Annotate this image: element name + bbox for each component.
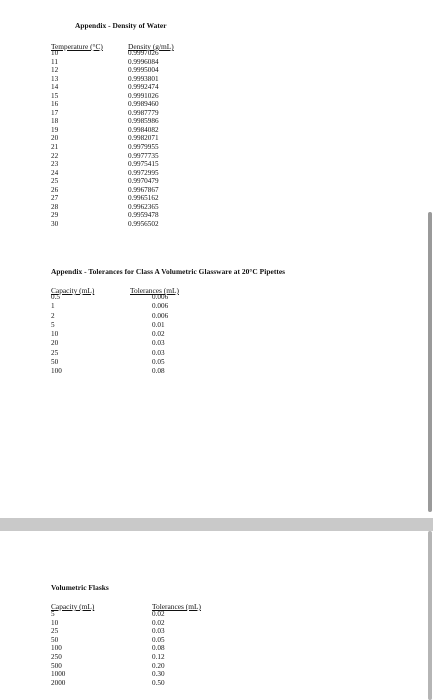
temperature-cell: 12 bbox=[51, 66, 59, 75]
flask-capacity-column bbox=[51, 610, 65, 687]
density-cell: 0.9967867 bbox=[128, 185, 159, 194]
pipette-tolerance-cell: 0.006 bbox=[152, 293, 169, 301]
temperature-cell: 22 bbox=[51, 151, 59, 160]
temperature-cell: 27 bbox=[51, 194, 59, 203]
temperature-header: Temperature (°C) bbox=[51, 42, 103, 51]
density-cell: 0.9995004 bbox=[128, 66, 159, 75]
density-cell: 0.9984082 bbox=[128, 125, 159, 134]
pipette-capacity-cell: 10 bbox=[51, 330, 59, 338]
pipette-tolerance-cell: 0.02 bbox=[152, 330, 165, 338]
flask-capacity-cell: 100 bbox=[51, 644, 62, 653]
pipette-capacity-cell: 0.5 bbox=[51, 293, 60, 301]
flask-tolerance-header: Tolerances (mL) bbox=[152, 602, 201, 611]
temperature-cell: 28 bbox=[51, 202, 59, 211]
pipette-capacity-cell: 20 bbox=[51, 339, 59, 348]
flask-tolerance-cell: 0.20 bbox=[152, 661, 165, 670]
density-cell: 0.9985986 bbox=[128, 117, 159, 126]
pipette-tolerance-cell: 0.05 bbox=[152, 357, 165, 366]
density-cell: 0.9962365 bbox=[128, 202, 159, 211]
temperature-cell: 14 bbox=[51, 83, 59, 92]
flask-capacity-header: Capacity (mL) bbox=[51, 602, 95, 611]
pipette-tolerance-cell: 0.006 bbox=[152, 302, 169, 311]
density-cell: 0.9975415 bbox=[128, 160, 159, 169]
flask-title: Volumetric Flasks bbox=[51, 583, 109, 592]
pipette-capacity-cell: 1 bbox=[51, 302, 55, 311]
flask-capacity-cell: 10 bbox=[51, 618, 59, 627]
pipette-capacity-cell: 2 bbox=[51, 311, 55, 320]
density-cell: 0.9965162 bbox=[128, 194, 159, 203]
density-cell: 0.9987779 bbox=[128, 108, 159, 117]
pipette-capacity-column bbox=[51, 293, 62, 376]
flask-tolerance-cell: 0.02 bbox=[152, 610, 165, 618]
density-cell: 0.9989460 bbox=[128, 100, 159, 109]
pipette-tolerance-cell: 0.006 bbox=[152, 311, 169, 320]
pipette-tolerance-column bbox=[152, 293, 168, 376]
density-cell: 0.9956502 bbox=[128, 219, 159, 228]
scrollbar[interactable] bbox=[428, 212, 432, 512]
scrollbar-lower[interactable] bbox=[428, 531, 432, 700]
density-header: Density (g/mL) bbox=[128, 42, 174, 51]
temperature-cell: 13 bbox=[51, 74, 59, 83]
density-cell: 0.9972995 bbox=[128, 168, 159, 177]
temperature-cell: 30 bbox=[51, 219, 59, 228]
pipette-tolerance-cell: 0.08 bbox=[152, 367, 165, 375]
temperature-cell: 29 bbox=[51, 211, 59, 220]
temperature-cell: 19 bbox=[51, 125, 59, 134]
temperature-cell: 26 bbox=[51, 185, 59, 194]
temperature-cell: 11 bbox=[51, 57, 58, 66]
density-cell: 0.9992474 bbox=[128, 83, 159, 92]
temperature-cell: 23 bbox=[51, 160, 59, 169]
temperature-cell: 21 bbox=[51, 143, 59, 152]
flask-capacity-cell: 5 bbox=[51, 610, 55, 618]
density-column bbox=[128, 49, 159, 228]
density-cell: 0.9977735 bbox=[128, 151, 159, 160]
flask-tolerance-column bbox=[152, 610, 165, 687]
density-cell: 0.9996084 bbox=[128, 57, 159, 66]
temperature-cell: 10 bbox=[51, 49, 59, 57]
density-cell: 0.9997026 bbox=[128, 49, 159, 57]
pipette-capacity-cell: 25 bbox=[51, 348, 59, 357]
density-cell: 0.9979955 bbox=[128, 143, 159, 152]
flask-tolerance-cell: 0.50 bbox=[152, 678, 165, 687]
flask-tolerance-cell: 0.02 bbox=[152, 618, 165, 627]
temperature-cell: 15 bbox=[51, 91, 59, 100]
temperature-cell: 18 bbox=[51, 117, 59, 126]
pipette-tolerance-cell: 0.03 bbox=[152, 348, 165, 357]
temperature-cell: 25 bbox=[51, 177, 59, 186]
flask-capacity-cell: 250 bbox=[51, 652, 62, 661]
flask-tolerance-cell: 0.08 bbox=[152, 644, 165, 653]
density-cell: 0.9959478 bbox=[128, 211, 159, 220]
flask-tolerance-cell: 0.30 bbox=[152, 670, 165, 679]
temperature-cell: 24 bbox=[51, 168, 59, 177]
density-cell: 0.9991026 bbox=[128, 91, 159, 100]
temperature-column bbox=[51, 49, 58, 228]
page-divider bbox=[0, 518, 433, 531]
pipette-tolerance-header: Tolerances (mL) bbox=[130, 286, 179, 295]
temperature-cell: 17 bbox=[51, 108, 59, 117]
flask-capacity-cell: 2000 bbox=[51, 678, 66, 687]
density-cell: 0.9970479 bbox=[128, 177, 159, 186]
pipette-tolerance-cell: 0.01 bbox=[152, 320, 165, 329]
density-cell: 0.9982071 bbox=[128, 134, 159, 143]
flask-tolerance-cell: 0.12 bbox=[152, 652, 165, 661]
flask-capacity-cell: 50 bbox=[51, 635, 59, 644]
flask-tolerance-cell: 0.05 bbox=[152, 635, 165, 644]
pipette-capacity-cell: 50 bbox=[51, 357, 59, 366]
flask-capacity-cell: 25 bbox=[51, 627, 59, 636]
pipette-title: Appendix - Tolerances for Class A Volumetric Glassware at 20°C Pipettes bbox=[51, 267, 286, 276]
density-cell: 0.9993801 bbox=[128, 74, 159, 83]
temperature-cell: 20 bbox=[51, 134, 59, 143]
flask-capacity-cell: 500 bbox=[51, 661, 62, 670]
density-title: Appendix - Density of Water bbox=[75, 21, 167, 30]
flask-tolerance-cell: 0.03 bbox=[152, 627, 165, 636]
pipette-capacity-cell: 5 bbox=[51, 320, 55, 329]
flask-capacity-cell: 1000 bbox=[51, 670, 66, 679]
pipette-capacity-cell: 100 bbox=[51, 367, 62, 375]
pipette-tolerance-cell: 0.03 bbox=[152, 339, 165, 348]
temperature-cell: 16 bbox=[51, 100, 59, 109]
pipette-capacity-header: Capacity (mL) bbox=[51, 286, 95, 295]
